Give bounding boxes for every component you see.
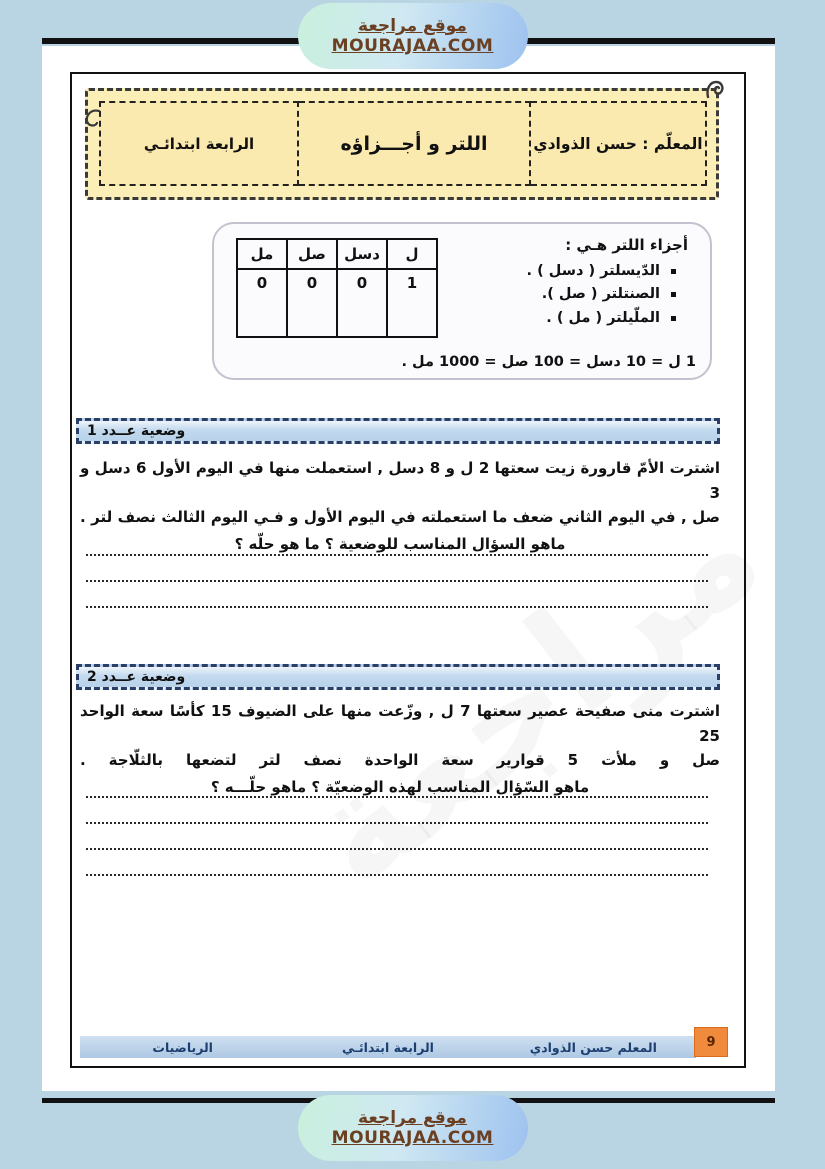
worksheet-page xyxy=(42,46,775,1091)
watermark-arabic-text: موقع مراجعة xyxy=(358,15,467,36)
unit-header-cell: صل xyxy=(287,239,337,269)
footer-grade: الرابعة ابتدائـي xyxy=(342,1039,434,1055)
exercise-2-question: ماهو السّؤال المناسب لهذه الوضعيّة ؟ ماهو حلّـــه ؟ xyxy=(210,777,590,796)
units-table-value-row xyxy=(237,269,437,337)
answer-line[interactable] xyxy=(86,796,708,798)
watermark-english-text: MOURAJAA.COM xyxy=(331,1127,494,1148)
lesson-inner xyxy=(214,224,710,378)
exercise-1-header xyxy=(76,418,720,444)
watermark-pill xyxy=(298,1095,528,1161)
exercise-1-question: ماهو السؤال المناسب للوضعية ؟ ما هو حلّه ؟ xyxy=(234,534,566,553)
exercise-1-body xyxy=(80,456,720,556)
corner-curl-icon xyxy=(704,79,726,101)
units-table-header-row xyxy=(237,239,437,269)
unit-value-cell: 0 xyxy=(237,269,287,337)
lesson-summary-box xyxy=(212,222,712,380)
worksheet-header-box xyxy=(85,88,719,200)
page-footer xyxy=(80,1036,696,1058)
watermark-arabic-text: موقع مراجعة xyxy=(358,1107,467,1128)
page-number-badge: 9 xyxy=(694,1027,728,1057)
footer-teacher: المعلم حسن الذوادي xyxy=(529,1039,657,1055)
corner-curl-left-icon xyxy=(83,107,105,129)
footer-subject: الرياضيات xyxy=(152,1039,213,1055)
unit-value-cell: 1 xyxy=(387,269,437,337)
exercise-2-label: وضعية عــدد 2 xyxy=(87,669,186,685)
answer-line[interactable] xyxy=(86,822,708,824)
answer-line[interactable] xyxy=(86,606,708,608)
answer-line[interactable] xyxy=(86,554,708,556)
units-table xyxy=(236,238,438,338)
answer-line[interactable] xyxy=(86,580,708,582)
exercise-1-line: اشترت الأمّ قارورة زيت سعتها 2 ل و 8 دسل , استعملت منها في اليوم الأول 6 دسل و 3 xyxy=(80,459,720,502)
header-grade-cell: الرابعة ابتدائـي xyxy=(99,101,299,186)
lesson-unit-item: الدّيسلتر ( دسل ) . xyxy=(228,260,676,283)
page-content xyxy=(72,74,744,1066)
exercise-2-line: صل و ملأت 5 قوارير سعة الواحدة نصف لتر لتضعها بالثلّاجة . xyxy=(80,751,720,770)
answer-line[interactable] xyxy=(86,874,708,876)
header-teacher-cell: المعلّم : حسن الذوادي xyxy=(531,101,707,186)
lesson-heading: أجزاء اللتر هـي : xyxy=(565,236,688,254)
answer-line[interactable] xyxy=(86,848,708,850)
exercise-1-line: صل , في اليوم الثاني ضعف ما استعملته في اليوم الأول و فـي اليوم الثالث نصف لتر . xyxy=(80,508,720,527)
exercise-2-body xyxy=(80,699,720,799)
lesson-unit-item: الملّيلتر ( مل ) . xyxy=(228,307,676,330)
unit-header-cell: ل xyxy=(387,239,437,269)
unit-value-cell: 0 xyxy=(337,269,387,337)
header-row xyxy=(99,101,707,186)
unit-header-cell: مل xyxy=(237,239,287,269)
exercise-1-label: وضعية عــدد 1 xyxy=(87,423,186,439)
top-rule xyxy=(42,38,775,44)
unit-value-cell: 0 xyxy=(287,269,337,337)
lesson-unit-item: الصنتلتر ( صل ). xyxy=(228,283,676,306)
exercise-2-header xyxy=(76,664,720,690)
exercise-2-line: اشترت منى صفيحة عصير سعتها 7 ل , وزّعت منها على الضيوف 15 كأسًا سعة الواحد 25 xyxy=(80,702,720,745)
unit-header-cell: دسل xyxy=(337,239,387,269)
lesson-equation: 1 ل = 10 دسل = 100 صل = 1000 مل . xyxy=(401,354,696,370)
header-title-cell: اللتر و أجـــزاؤه xyxy=(299,101,531,186)
watermark-english-text: MOURAJAA.COM xyxy=(331,35,494,56)
bottom-rule xyxy=(42,1098,775,1103)
